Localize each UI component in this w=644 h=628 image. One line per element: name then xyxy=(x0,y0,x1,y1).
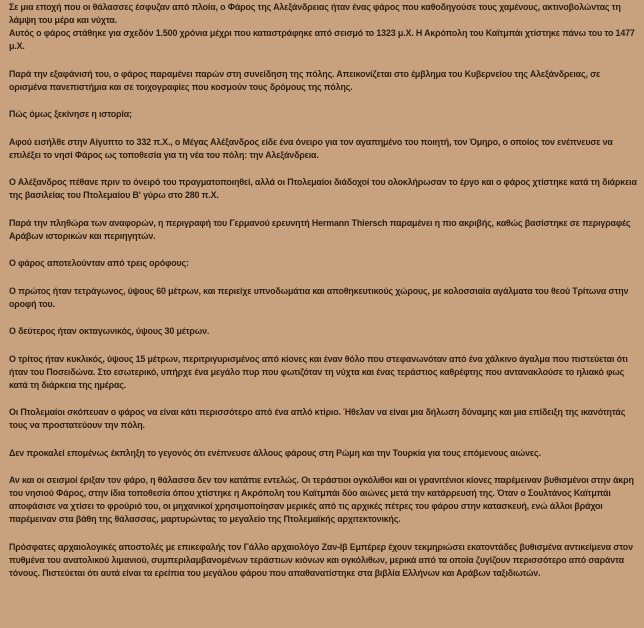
paragraph-question: Πώς όμως ξεκίνησε η ιστορία; xyxy=(9,109,132,119)
paragraph-first-floor: Ο πρώτος ήταν τετράγωνος, ύψους 60 μέτρων, και περιείχε υπνοδωμάτια και αποθηκευτικούς χώρους, με κολοσσιαία αγάλματα του θεού Τρίτωνα στην οροφή του. xyxy=(9,285,629,309)
paragraph-expeditions: Πρόσφατες αρχαιολογικές αποστολές με επικεφαλής τον Γάλλο αρχαιολόγο Ζαν-Ιβ Εμπέρερ έχουν τεκμηριώσει εκατοντάδες βυθισμένα αντικείμενα στον πυθμένα του ανατολικού λιμανιού, συμπεριλαμβανομένων τεράστιων κιόνων και ογκόλιθων, μερικά από τα οποία ζυγίζουν περισσότερο από σαράντα τόνους. Πιστεύεται ότι αυτά είναι τα ερείπια του μεγάλου φάρου που απαθανατίστηκε στα βιβλία Ελλήνων και Αράβων ταξιδιωτών. xyxy=(9,541,633,578)
paragraph-inspiration: Δεν προκαλεί επομένως έκπληξη το γεγονός ότι ενέπνευσε άλλους φάρους στη Ρώμη και την Τουρκία για τους επόμενους αιώνες. xyxy=(9,447,541,458)
paragraph-third-floor: Ο τρίτος ήταν κυκλικός, ύψους 15 μέτρων, περιτριγυρισμένος από κίονες και έναν θόλο που στεφανωνόταν από ένα χάλκινο άγαλμα που πιστεύεται ότι ήταν του Ποσειδώνα. Στο εσωτερικό, υπήρχε ένα μεγάλο πυρ που φωτιζόταν τη νύχτα και ένας τεράστιος καθρέφτης που αντανακλούσε το ηλιακό φως κατά τη διάρκεια της ημέρας. xyxy=(9,353,628,390)
paragraph-destruction: Αυτός ο φάρος στάθηκε για σχεδόν 1.500 χρόνια μέχρι που καταστράφηκε από σεισμό το 1323 μ.Χ. Η Ακρόπολη του Καϊτμπάι χτίστηκε πάνω του το 1477 μ.Χ. xyxy=(9,28,635,51)
paragraph-remains: Αν και οι σεισμοί έριξαν τον φάρο, η θάλασσα δεν τον κατάπιε εντελώς. Οι τεράστιοι ογκόλιθοι και οι γρανιτένιοι κίονες παρέμειναν βυθισμένοι στην άκρη του νησιού Φάρος, στην ίδια τοποθεσία όπου χτίστηκε η Ακρόπολη του Καϊτμπάι δύο αιώνες μετά την κατάρρευσή της. Όταν ο Σουλτάνος Καϊτμπάι αποφάσισε να χτίσει το φρούριό του, οι μηχανικοί χρησιμοποίησαν μερικές από τις αρχικές πέτρες του φάρου στην κατασκευή, ενώ άλλοι βράχοι παρέμειναν στα βάθη της θάλασσας, μαρτυρώντας το μεγαλείο της Πτολεμαϊκής αρχιτεκτονικής. xyxy=(9,475,634,524)
paragraph-floors-intro: Ο φάρος αποτελούνταν από τρεις ορόφους: xyxy=(9,258,189,268)
paragraph-intent: Οι Πτολεμαίοι σκόπευαν ο φάρος να είναι κάτι περισσότερο από ένα απλό κτίριο. Ήθελαν να είναι μια δήλωση δύναμης και μια επίδειξη της ικανότητάς τους να προστατεύουν την πόλη. xyxy=(9,407,626,430)
paragraph-ptolemies: Ο Αλέξανδρος πέθανε πριν το όνειρό του πραγματοποιηθεί, αλλά οι Πτολεμαίοι διάδοχοί του ολοκλήρωσαν το έργο και ο φάρος χτίστηκε κατά τη διάρκεια της βασιλείας του Πτολεμαίου Β' γύρω στο 280 π.Χ. xyxy=(9,177,637,200)
paragraph-presence: Παρά την εξαφάνισή του, ο φάρος παραμένει παρών στη συνείδηση της πόλης. Απεικονίζεται στο έμβλημα του Κυβερνείου της Αλεξάνδρειας, σε ορισμένα πανεπιστήμια και σε τοιχογραφίες που κοσμούν τους δρόμους της πόλης. xyxy=(9,68,601,92)
paragraph-alexander-dream: Αφού εισήλθε στην Αίγυπτο το 332 π.Χ., ο Μέγας Αλέξανδρος είδε ένα όνειρο για τον αγαπημένο του ποιητή, τον Όμηρο, ο οποίος τον ενέπνευσε να επιλέξει το νησί Φάρος ως τοποθεσία για τη νέα του πόλη: την Αλεξάνδρεια. xyxy=(9,136,613,160)
paragraph-intro: Σε μια εποχή που οι θάλασσες έσφυζαν από πλοία, ο Φάρος της Αλεξάνδρειας ήταν ένας φάρος που καθοδηγούσε τους χαμένους, ακτινοβολώντας τη λάμψη του μέρα και νύχτα. xyxy=(9,2,621,25)
paragraph-thiersch: Παρά την πληθώρα των αναφορών, η περιγραφή του Γερμανού ερευνητή Hermann Thiersch παραμένει η πιο ακριβής, καθώς βασίστηκε σε περιγραφές Αράβων ιστορικών και περιηγητών. xyxy=(9,217,631,241)
paragraph-second-floor: Ο δεύτερος ήταν οκταγωνικός, ύψους 30 μέτρων. xyxy=(9,326,210,336)
